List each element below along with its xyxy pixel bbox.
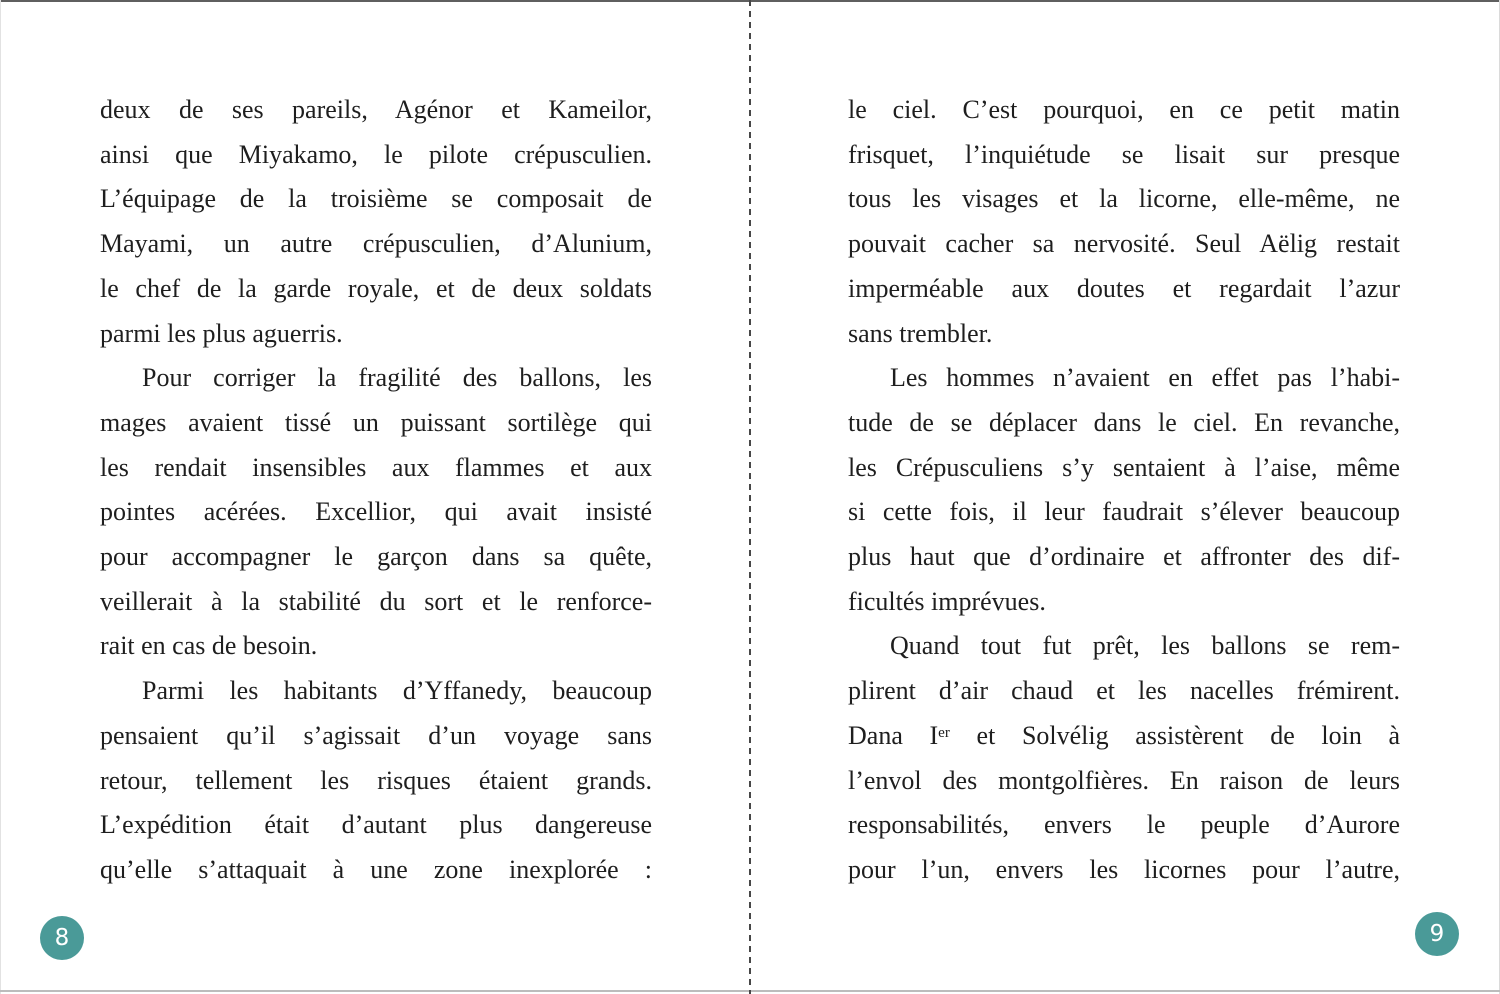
text-line: frisquet, l’inquiétude se lisait sur presque (848, 139, 1400, 169)
page-number-badge-left (40, 916, 84, 960)
page-right-text (848, 88, 1400, 893)
text-line: imperméable aux doutes et regardait l’azur (848, 273, 1400, 303)
page-number-right: 9 (1429, 921, 1445, 947)
center-gutter-dashed-divider (749, 0, 751, 994)
text-line: plus haut que d’ordinaire et affronter des dif- (848, 542, 1400, 572)
text-line: tude de se déplacer dans le ciel. En revanche, (848, 407, 1400, 437)
text-line: parmi les plus aguerris. (100, 318, 343, 348)
text-line: L’expédition était d’autant plus dangereuse (100, 810, 652, 840)
text-line: ainsi que Miyakamo, le pilote crépusculien. (100, 139, 652, 169)
text-line: retour, tellement les risques étaient grands. (100, 765, 652, 795)
text-line: Parmi les habitants d’Yffanedy, beaucoup (142, 676, 652, 706)
text-line: l’envol des montgolfières. En raison de leurs (848, 765, 1400, 795)
text-line: les rendait insensibles aux flammes et aux (100, 452, 652, 482)
page-number-left: 8 (54, 925, 70, 951)
text-line: Dana Ier et Solvélig assistèrent de loin à (848, 720, 1401, 750)
text-line: Pour corriger la fragilité des ballons, les (142, 363, 652, 393)
text-line: si cette fois, il leur faudrait s’élever beaucoup (848, 497, 1400, 527)
text-line: pour l’un, envers les licornes pour l’autre, (848, 854, 1400, 884)
text-line: veillerait à la stabilité du sort et le renforce- (100, 586, 652, 616)
text-line: qu’elle s’attaquait à une zone inexplorée : (100, 854, 652, 884)
text-line: rait en cas de besoin. (100, 631, 318, 661)
text-line: responsabilités, envers le peuple d’Aurore (848, 810, 1400, 840)
text-line: ficultés imprévues. (848, 586, 1046, 616)
text-line: mages avaient tissé un puissant sortilège qui (100, 407, 652, 437)
text-line: Quand tout fut prêt, les ballons se rem- (890, 631, 1400, 661)
text-line: pensaient qu’il s’agissait d’un voyage sans (100, 720, 652, 750)
left-edge-line (0, 0, 1, 994)
text-line: plirent d’air chaud et les nacelles frémirent. (848, 676, 1400, 706)
text-line: sans trembler. (848, 318, 993, 348)
text-line: pointes acérées. Excellior, qui avait insisté (100, 497, 652, 527)
text-line: deux de ses pareils, Agénor et Kameilor, (100, 95, 652, 124)
text-line: Les hommes n’avaient en effet pas l’habi- (890, 363, 1400, 393)
text-line: les Crépusculiens s’y sentaient à l’aise, même (848, 452, 1400, 482)
text-line: tous les visages et la licorne, elle-même, ne (848, 184, 1400, 214)
page-number-badge-right (1415, 912, 1459, 956)
text-line: le chef de la garde royale, et de deux soldats (100, 273, 652, 303)
text-line: L’équipage de la troisième se composait de (100, 184, 652, 214)
text-line: pouvait cacher sa nervosité. Seul Aëlig restait (848, 229, 1400, 259)
text-line: le ciel. C’est pourquoi, en ce petit matin (848, 95, 1400, 124)
ordinal-superscript: er (938, 725, 950, 742)
text-line: pour accompagner le garçon dans sa quête, (100, 542, 652, 572)
text-line: Mayami, un autre crépusculien, d’Alunium, (100, 229, 652, 259)
page-left-text (100, 88, 652, 893)
